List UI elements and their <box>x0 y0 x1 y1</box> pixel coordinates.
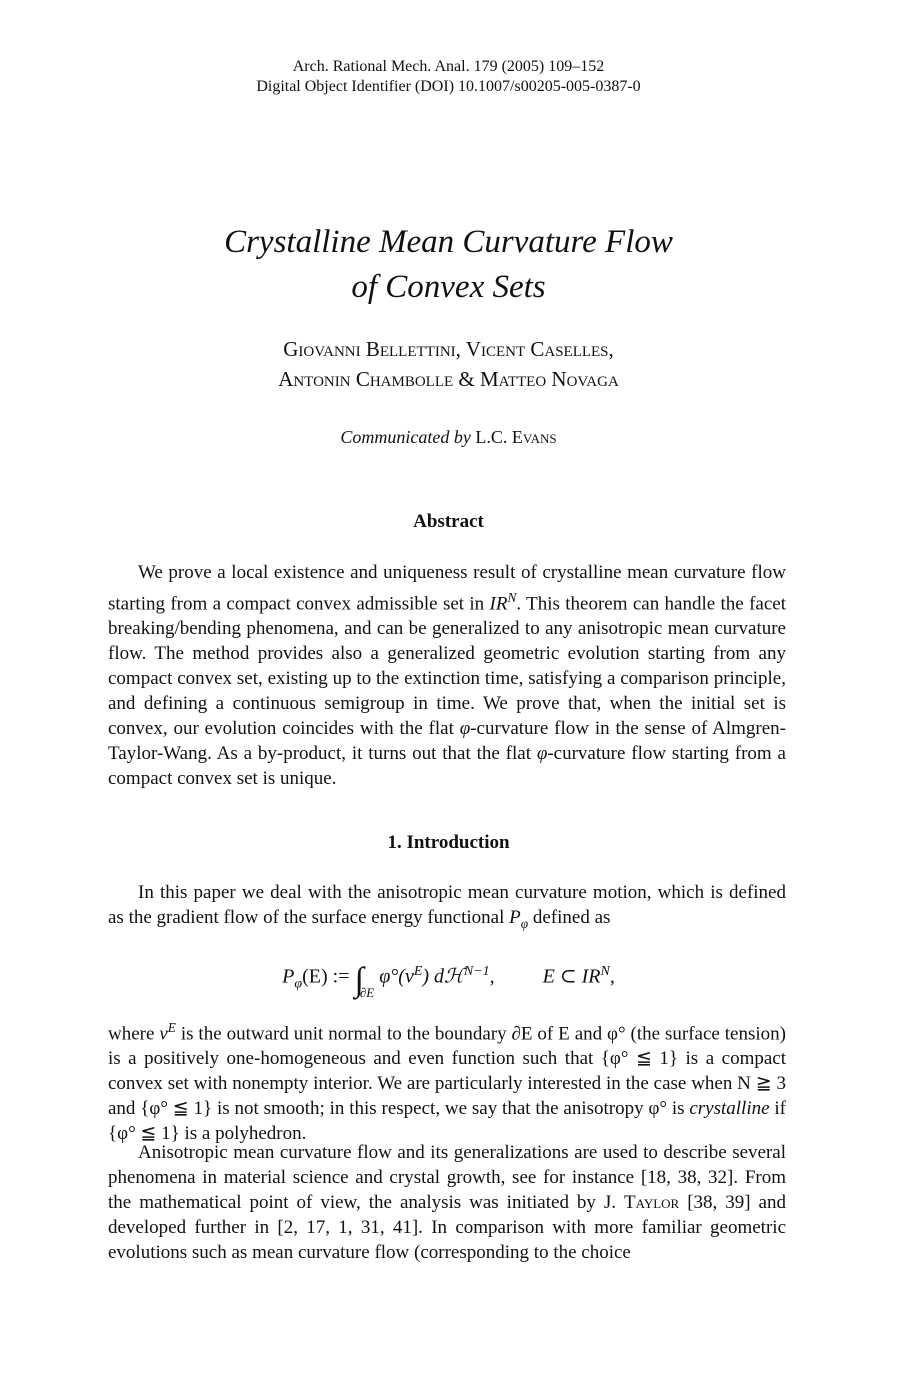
abstract-part-4: -curvature flow starting from a compact convex set is unique. <box>108 743 786 790</box>
perimeter-symbol: P <box>509 907 521 928</box>
intro-paragraph-3 <box>108 1140 786 1265</box>
integral-domain: ∂E <box>359 984 375 1000</box>
intro-p2-a: where <box>108 1023 160 1045</box>
eq-p-sub: φ <box>294 976 303 992</box>
equation-lhs <box>282 952 494 1013</box>
title-line-1: Crystalline Mean Curvature Flow <box>224 224 673 260</box>
crystalline-term: crystalline <box>689 1098 770 1120</box>
communicated-by <box>0 425 897 449</box>
integral-sign: ∫ <box>354 961 364 999</box>
eq-rhs-set: E ⊂ IR <box>542 965 601 988</box>
author-list <box>0 334 897 394</box>
intro-p2-c: if {φ° ≦ 1} is a polyhedron. <box>108 1098 786 1145</box>
rn-symbol: IR <box>489 593 508 615</box>
eq-measure: ) dℋ <box>422 965 464 988</box>
journal-citation: Arch. Rational Mech. Anal. 179 (2005) 109–152 <box>292 58 605 75</box>
nu-superscript: E <box>167 1020 176 1035</box>
eq-integrand-sup: E <box>413 964 423 979</box>
authors-line-2: Antonin Chambolle & Matteo Novaga <box>278 367 619 391</box>
authors-line-1: Giovanni Bellettini, Vicent Caselles, <box>283 337 614 361</box>
eq-measure-sup: N−1 <box>463 964 490 979</box>
nu-symbol: ν <box>159 1023 168 1045</box>
eq-comma: , <box>489 965 495 988</box>
phi-symbol: φ <box>459 718 471 740</box>
abstract-part-1: We prove a local existence and uniqueness result of crystalline mean curvature flow starting from a compact convex admissible set in <box>108 562 786 615</box>
abstract-part-3: -curvature flow in the sense of Almgren-Taylor-Wang. As a by-product, it turns out that the flat <box>108 718 786 765</box>
intro-p1-text: In this paper we deal with the anisotropic mean curvature motion, which is defined as the gradient flow of the surface energy functional <box>108 882 786 928</box>
paper-title <box>0 220 897 310</box>
eq-rhs-sup: N <box>600 964 610 979</box>
introduction-heading: 1. Introduction <box>387 832 510 853</box>
eq-integrand: φ°(ν <box>379 965 414 988</box>
rn-superscript: N <box>507 590 517 605</box>
intro-p3-a: Anisotropic mean curvature flow and its generalizations are used to describe several phenomena in material science and crystal growth, see for instance [18, 38, 32]. From the mathematical point of view, the analysis was initiated by J. <box>108 1142 786 1213</box>
taylor-name: Taylor <box>624 1192 680 1213</box>
communicated-prefix: Communicated by <box>340 427 471 447</box>
eq-arg: (E) := <box>302 965 350 988</box>
abstract-heading: Abstract <box>413 511 484 532</box>
intro-paragraph-1 <box>108 880 786 936</box>
perimeter-subscript: φ <box>520 915 529 931</box>
phi-symbol: φ <box>536 743 548 765</box>
doi-line: Digital Object Identifier (DOI) 10.1007/s00205-005-0387-0 <box>256 78 641 95</box>
intro-p2-b: is the outward unit normal to the boundary ∂E of E and φ° (the surface tension) is a positively one-homogeneous and even function such that {φ° ≦ 1} is a compact convex set with nonempty interior. We are particularly interested in the case when N ≧ 3 and {φ° ≦ 1} is not smooth; in this respect, we say that the anisotropy φ° is <box>108 1023 786 1120</box>
equation-rhs <box>543 952 615 997</box>
abstract-text <box>108 560 786 791</box>
eq-rhs-comma: , <box>609 965 615 988</box>
title-line-2: of Convex Sets <box>351 269 546 305</box>
eq-p: P <box>282 965 295 988</box>
intro-paragraph-2 <box>108 1015 786 1146</box>
energy-equation <box>0 952 897 1013</box>
abstract-part-2: . This theorem can handle the facet breaking/bending phenomena, and can be generalized to any anisotropic mean curvature flow. The method provides also a generalized geometric evolution starting from any compact convex set, existing up to the extinction time, satisfying a comparison principle, and defining a continuous semigroup in time. We prove that, when the initial set is convex, our evolution coincides with the flat <box>108 593 786 740</box>
intro-p3-b: [38, 39] and developed further in [2, 17, 1, 31, 41]. In comparison with more familiar geometric evolutions such as mean curvature flow (corresponding to the choice <box>108 1192 786 1263</box>
communicating-editor: L.C. Evans <box>475 427 557 447</box>
journal-header <box>0 57 897 97</box>
intro-p1-end: defined as <box>528 907 611 928</box>
